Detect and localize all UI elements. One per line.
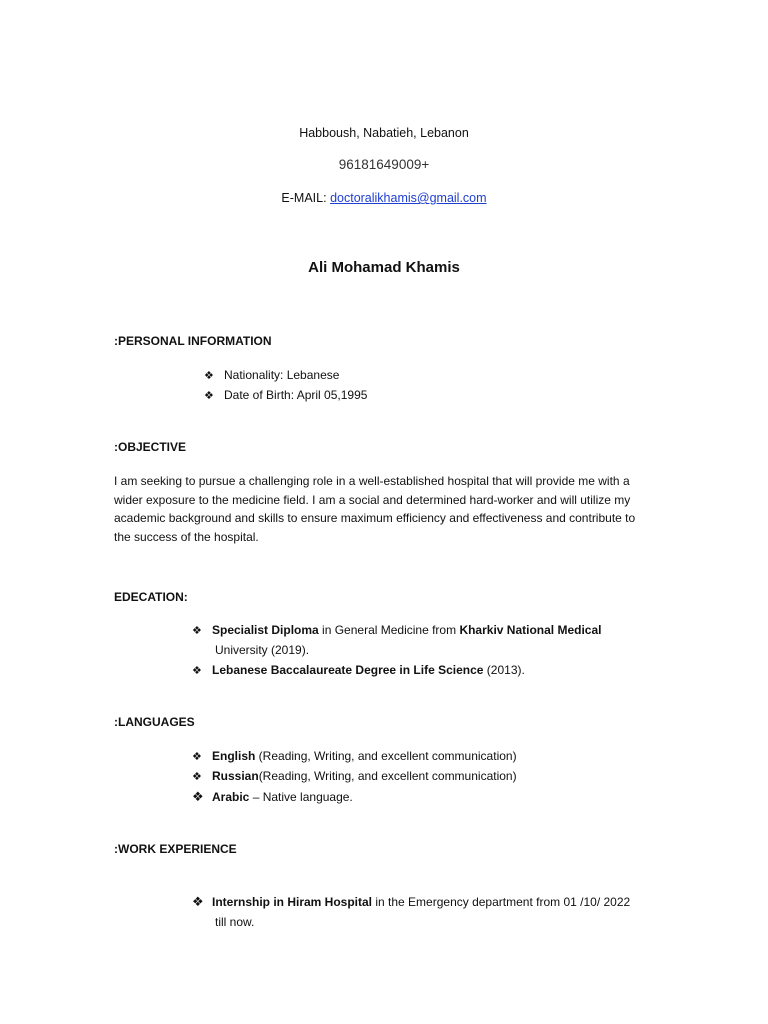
candidate-name: Ali Mohamad Khamis — [308, 259, 460, 276]
language-name: English — [212, 749, 256, 763]
list-item — [192, 766, 517, 787]
paragraph-line: the success of the hospital. — [114, 529, 259, 544]
language-detail: (Reading, Writing, and excellent communication) — [258, 769, 517, 783]
list-item — [204, 365, 339, 386]
email-label: E-MAIL: — [281, 191, 327, 205]
paragraph-line: wider exposure to the medicine field. I am a social and determined hard-worker and will utilize my — [114, 492, 631, 507]
email-link[interactable]: doctoralikhamis@gmail.com — [330, 191, 487, 205]
contact-phone: 96181649009+ — [338, 157, 430, 172]
list-item — [192, 787, 353, 807]
degree-field: in General Medicine from — [318, 623, 460, 637]
institution-name: Kharkiv National Medical — [459, 623, 602, 637]
degree-title: Lebanese Baccalaureate Degree in Life Science — [212, 663, 484, 677]
diamond-dingbat-icon: ❖ — [192, 789, 204, 804]
language-detail: (Reading, Writing, and excellent communication) — [255, 749, 517, 763]
diamond-star-icon: ❖ — [192, 665, 202, 677]
paragraph-line: I am seeking to pursue a challenging role in a well-established hospital that will provide me with a — [114, 474, 630, 488]
degree-title: Specialist Diploma — [212, 623, 319, 637]
diamond-star-icon: ❖ — [204, 390, 214, 402]
contact-address: Habboush, Nabatieh, Lebanon — [299, 126, 469, 140]
diamond-star-icon: ❖ — [192, 751, 202, 763]
language-detail: – Native language. — [249, 790, 353, 804]
list-item — [192, 660, 525, 681]
job-title: Internship in Hiram Hospital — [212, 895, 373, 909]
section-heading-education: EDECATION: — [114, 590, 188, 604]
objective-paragraph — [114, 472, 674, 546]
list-item-text: Date of Birth: April 05,1995 — [224, 388, 368, 402]
language-name: Arabic — [212, 790, 250, 804]
degree-year: (2013). — [483, 663, 525, 677]
list-item-text: Nationality: Lebanese — [224, 368, 340, 382]
section-heading-personal: :PERSONAL INFORMATION — [114, 334, 272, 348]
language-name: Russian — [212, 769, 259, 783]
job-detail: in the Emergency department from 01 /10/ 2022 — [372, 895, 631, 909]
list-item — [192, 746, 517, 767]
paragraph-line: academic background and skills to ensure maximum efficiency and effectiveness and contribute to — [114, 511, 636, 525]
diamond-star-icon: ❖ — [192, 625, 202, 637]
diamond-star-icon: ❖ — [192, 771, 202, 783]
section-heading-languages: :LANGUAGES — [114, 715, 195, 729]
list-item — [192, 892, 630, 912]
list-item-continuation: University (2019). — [215, 643, 310, 657]
diamond-star-icon: ❖ — [204, 370, 214, 382]
contact-email-row — [0, 191, 768, 205]
section-heading-work: :WORK EXPERIENCE — [114, 842, 237, 856]
list-item — [192, 620, 601, 641]
diamond-dingbat-icon: ❖ — [192, 894, 204, 909]
section-heading-objective: :OBJECTIVE — [114, 440, 187, 454]
list-item-continuation: till now. — [215, 915, 255, 929]
list-item — [204, 385, 367, 406]
